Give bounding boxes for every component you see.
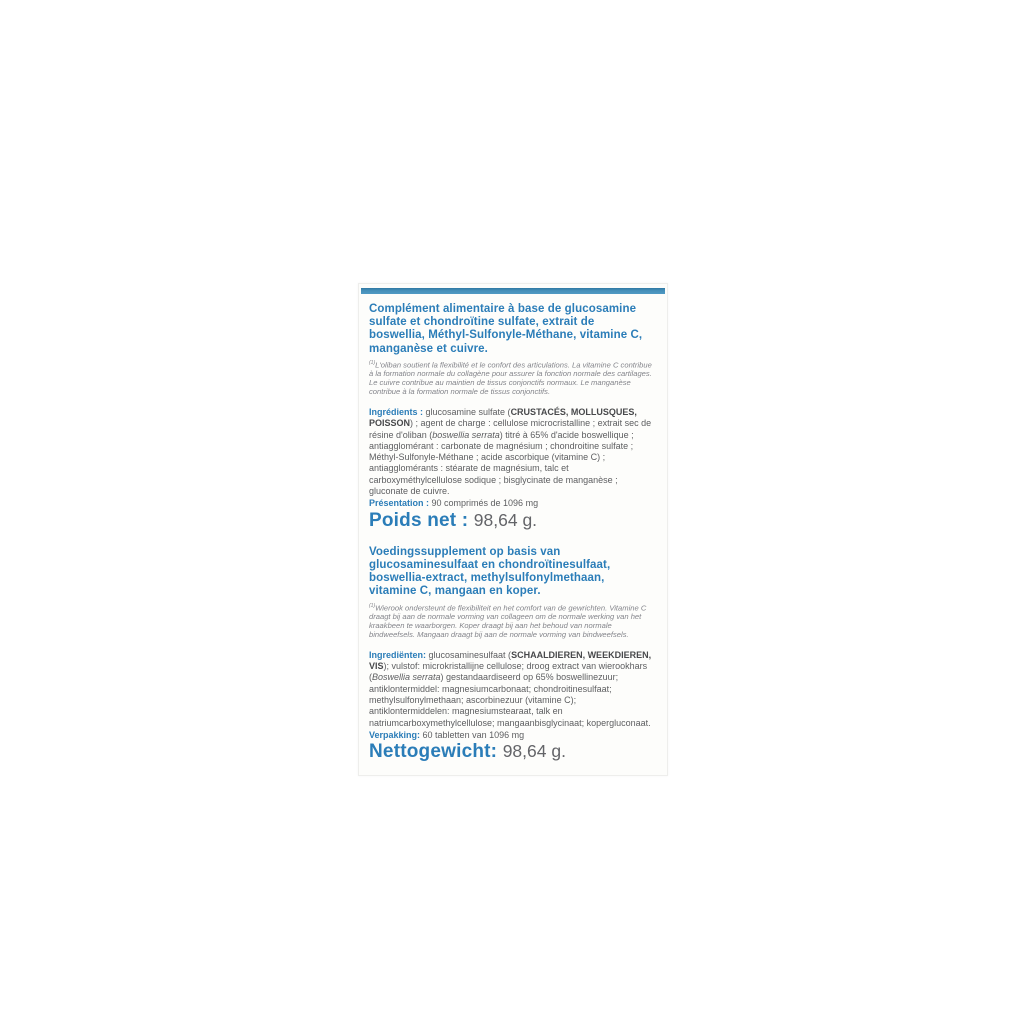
french-latin-name: boswellia serrata [432, 429, 500, 440]
dutch-product-heading: Voedingssupplement op basis van glucosaminesulfaat en chondroïtinesulfaat, boswellia-extract, methylsulfonylmethaan, vitamine C, mangaan en koper. [369, 545, 611, 598]
dutch-health-claims [369, 602, 653, 640]
french-presentation-line [369, 498, 653, 510]
french-presentation-value: 90 comprimés de 1096 mg [429, 498, 539, 509]
dutch-packaging-value: 60 tabletten van 1096 mg [420, 729, 525, 740]
french-claims-text: L'oliban soutient la flexibilité et le confort des articulations. La vitamine C contribue à la formation normale du collagène pour assurer la fonction normale des cartilages. Le cuivre contribue au maintien de tissus conjonctifs normaux. Le manganèse contribue à la formation normale de tissus conjonctifs. [369, 360, 652, 397]
dutch-net-weight-line [369, 741, 653, 763]
french-ingredients-part3: ) titré à 65% d'acide boswellique ; antiagglomérant : carbonate de magnésium ; chondroitine sulfate ; Méthyl-Sulfonyle-Méthane ; acide ascorbique (vitamine C) ; antiagglomérants : stéarate de magnésium, talc et carboxyméthylcellulose sodique ; bisglycinate de manganèse ; gluconate de cuivre. [369, 429, 634, 497]
dutch-ingredients-label: Ingrediënten: [369, 649, 427, 660]
french-ingredients-part1: glucosamine sulfate ( [423, 406, 511, 417]
dutch-ingredients-part3: ) gestandaardiseerd op 65% boswellinezuur; antiklontermiddel: magnesiumcarbonaat; chondroitinesulfaat; methylsulfonylmethaan; ascorbinezuur (vitamine C); antiklontermiddelen: magnesiumstearaat, talk en natriumcarboxymethylcellulose; mangaanbisglycinaat; kopergluconaat. [369, 672, 651, 728]
dutch-claims-footnote-marker: (1) [369, 602, 376, 609]
french-allergens: CRUSTACÉS, MOLLUSQUES, POISSON [369, 406, 637, 429]
panel-content [359, 294, 667, 775]
french-ingredients-part2: ) ; agent de charge : cellulose microcristalline ; extrait sec de résine d'oliban ( [369, 418, 652, 440]
french-net-weight-label: Poids net : [369, 509, 474, 531]
dutch-latin-name: Boswellia serrata [372, 672, 441, 683]
french-product-heading: Complément alimentaire à base de glucosamine sulfate et chondroïtine sulfate, extrait de boswellia, Méthyl-Sulfonyle-Méthane, vitamine C, manganèse et cuivre. [369, 303, 643, 355]
french-claims-footnote-marker: (1) [369, 359, 376, 366]
supplement-box-back-panel [358, 283, 668, 776]
dutch-ingredients-part1: glucosaminesulfaat ( [426, 649, 512, 660]
french-presentation-label: Présentation : [369, 498, 430, 509]
dutch-packaging-line [369, 730, 653, 742]
dutch-allergens: SCHAALDIEREN, WEEKDIEREN, VIS [369, 649, 652, 672]
french-net-weight-line [369, 510, 653, 532]
dutch-net-weight-value: 98,64 g. [502, 741, 566, 762]
section-french [369, 303, 653, 532]
dutch-claims-text: Wierook ondersteunt de flexibiliteit en het comfort van de gewrichten. Vitamine C draagt bij aan de normale vorming van collageen om de normale werking van het kraakbeen te waarborgen. Koper draagt bij aan het behoud van normale bindweefsels. Mangaan draagt bij aan de normale vorming van bindweefsels. [369, 603, 647, 639]
dutch-packaging-label: Verpakking: [369, 729, 421, 740]
dutch-ingredients-part2: ); vulstof: microkristallijne cellulose; droog extract van wierookhars ( [369, 661, 648, 683]
french-health-claims [369, 359, 653, 397]
french-ingredients [369, 407, 653, 497]
section-dutch [369, 546, 653, 764]
dutch-net-weight-label: Nettogewicht: [369, 741, 503, 763]
dutch-ingredients [369, 650, 653, 729]
french-net-weight-value: 98,64 g. [473, 509, 538, 530]
french-ingredients-label: Ingrédients : [369, 406, 424, 417]
